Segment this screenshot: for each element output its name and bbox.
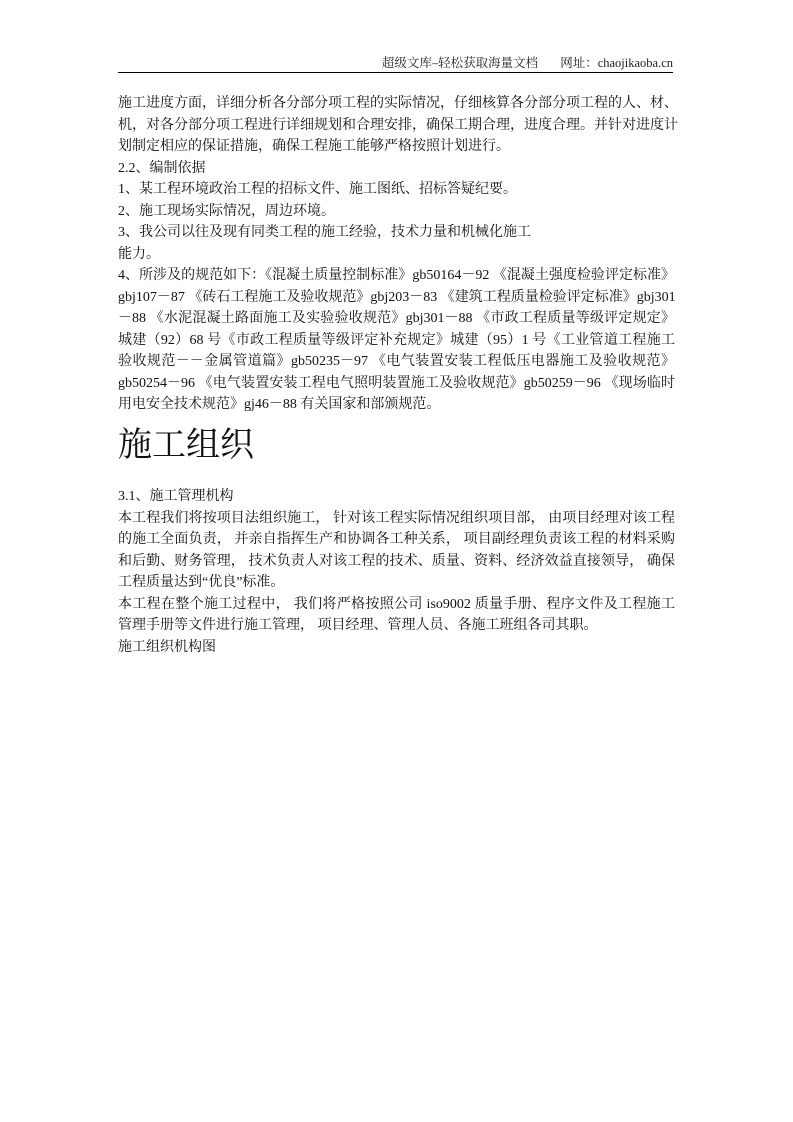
list-item: 能力。 <box>118 246 160 262</box>
paragraph-line: 划制定相应的保证措施，确保工程施工能够严格按照计划进行。 <box>118 139 510 154</box>
header-title: 超级文库–轻松获取海量文档 <box>381 56 539 70</box>
figure-caption: 施工组织机构图 <box>118 639 216 655</box>
subheading: 2.2、编制依据 <box>118 160 206 176</box>
section-organization <box>118 486 675 658</box>
list-item: gb50254－96 《电气装置安装工程电气照明装置施工及验收规范》gb50259－96 《现场临时 <box>118 375 675 391</box>
paragraph-line: 和后勤、财务管理， 技术负责人对该工程的技术、质量、资料、经济效益直接领导， 确保 <box>118 553 675 569</box>
paragraph-line: 机，对各分部分项工程进行详细规划和合理安排，确保工期合理，进度合理。并针对进度计 <box>118 117 678 133</box>
list-item: 1、某工程环境政治工程的招标文件、施工图纸、招标答疑纪要。 <box>118 182 517 197</box>
paragraph-line: 管理手册等文件进行施工管理， 项目经理、管理人员、各施工班组各司其职。 <box>118 618 598 633</box>
paragraph-line: 工程质量达到“优良”标准。 <box>118 575 285 590</box>
list-item: 3、我公司以往及现有同类工程的施工经验，技术力量和机械化施工 <box>118 225 531 240</box>
list-item: 城建（92）68 号《市政工程质量等级评定补充规定》城建（95）1 号《工业管道工程施工 <box>118 332 675 348</box>
header-rule <box>118 72 673 73</box>
list-item: －88 《水泥混凝土路面施工及实验验收规范》gbj301－88 《市政工程质量等级评定规定》 <box>118 311 675 326</box>
header-website: 网址：chaojikaoba.cn <box>560 56 673 70</box>
paragraph-line: 施工进度方面，详细分析各分部分项工程的实际情况，仔细核算各分部分项工程的人、材、 <box>118 96 678 111</box>
list-item: 2、施工现场实际情况，周边环境。 <box>118 203 335 219</box>
paragraph-line: 本工程在整个施工过程中， 我们将严格按照公司 iso9002 质量手册、程序文件及工程施工 <box>118 596 675 612</box>
paragraph-line: 的施工全面负责， 并亲自指挥生产和协调各工种关系， 项目副经理负责该工程的材料采购 <box>118 532 675 547</box>
list-item: 验收规范－－金属管道篇》gb50235－97 《电气装置安装工程低压电器施工及验收规范》 <box>118 354 675 369</box>
subheading: 3.1、施工管理机构 <box>118 489 234 504</box>
list-item: 4、所涉及的规范如下：《混凝土质量控制标准》gb50164－92 《混凝土强度检验评定标准》 <box>118 268 675 283</box>
paragraph-line: 本工程我们将按项目法组织施工， 针对该工程实际情况组织项目部， 由项目经理对该工程 <box>118 510 675 526</box>
section-basis <box>118 93 678 416</box>
page-header <box>118 53 673 71</box>
list-item: gbj107－87 《砖石工程施工及验收规范》gbj203－83 《建筑工程质量检验评定标准》gbj301 <box>118 289 676 305</box>
section-heading: 施工组织 <box>118 425 254 465</box>
list-item: 用电安全技术规范》gj46－88 有关国家和部颁规范。 <box>118 397 441 412</box>
